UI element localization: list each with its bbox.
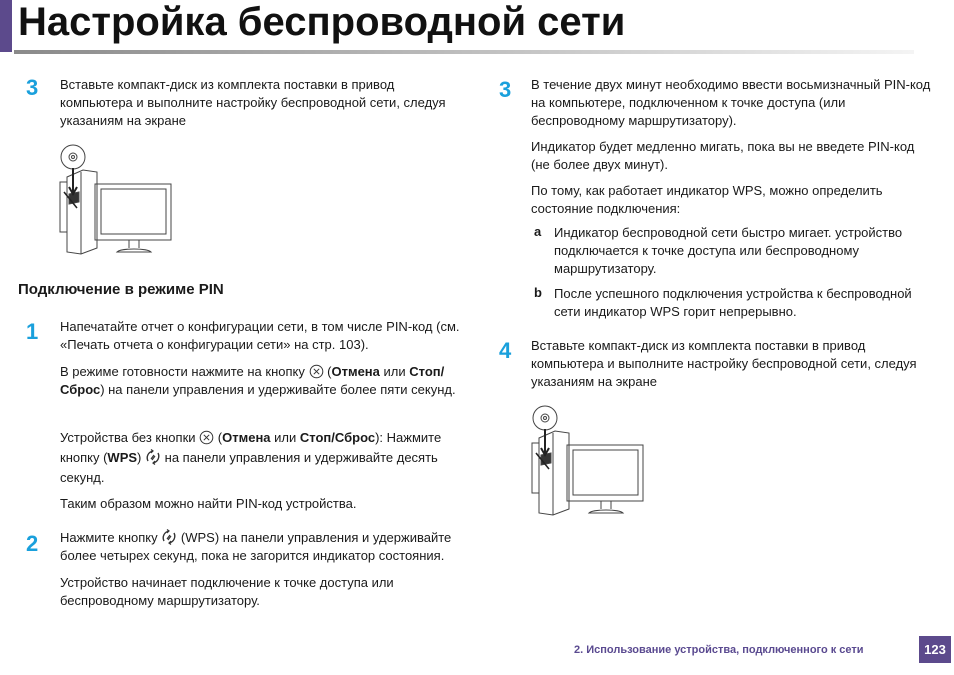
right-step-3-text-1: В течение двух минут необходимо ввести восьмизначный PIN-код на компьютере, подключенном к точке доступа (или беспроводному маршрутизатору). [531, 77, 931, 128]
left-step-1-text-2 [60, 363, 460, 399]
left-step-2-number: 2 [26, 531, 39, 556]
right-step-4-text: Вставьте компакт-диск из комплекта поставки в привод компьютера и выполните настройку беспроводной сети, следуя указаниям на экране [531, 338, 917, 389]
wps-icon [145, 449, 161, 465]
step1-p2-end: ) на панели управления и удерживайте более пяти секунд. [100, 382, 456, 397]
left-step-3-number: 3 [26, 75, 39, 100]
step1-p2-start: В режиме готовности нажмите на кнопку [60, 364, 305, 379]
right-step-3-text-3: По тому, как работает индикатор WPS, можно определить состояние подключения: [531, 183, 883, 216]
list-item-b-text: После успешного подключения устройства к беспроводной сети индикатор WPS горит непрерывно. [554, 286, 912, 319]
list-item-a-text: Индикатор беспроводной сети быстро мигает. устройство подключается к точке доступа или беспроводному маршрутизатору. [554, 225, 903, 276]
right-step-3-text-2: Индикатор будет медленно мигать, пока вы не введете PIN-код (не более двух минут). [531, 139, 915, 172]
left-step-1-text-3 [60, 428, 465, 488]
left-step-1-text-1: Напечатайте отчет о конфигурации сети, в том числе PIN-код (см. «Печать отчета о конфигурации сети» на стр. 103). [60, 319, 460, 352]
step1-p2-or: или [379, 364, 410, 379]
wps-icon [161, 529, 177, 545]
left-step-2-text-1 [60, 529, 470, 565]
left-step-2-text-2: Устройство начинает подключение к точке доступа или беспроводному маршрутизатору. [60, 575, 394, 608]
cancel-stop-icon [309, 364, 324, 379]
step1-p3-stop-label: Стоп/Сброс [299, 430, 376, 445]
left-step-1-number: 1 [26, 319, 39, 344]
list-item-a-letter: a [534, 224, 542, 239]
step1-p2-stop-label: Стоп/Сброс [60, 364, 445, 397]
page-number: 123 [919, 636, 951, 663]
header-accent-bar [0, 0, 12, 52]
step2-p1-start: Нажмите кнопку [60, 530, 158, 545]
step1-p3-end: на панели управления и удерживайте десять секунд. [60, 450, 438, 485]
step1-p3-close: ) [137, 450, 142, 465]
step1-p2-cancel-label: Отмена [331, 364, 380, 379]
title-divider [14, 50, 914, 54]
step1-p3-paren: ( [217, 430, 223, 445]
step2-p1-end: (WPS) на панели управления и удерживайте более четырех секунд, пока не загорится индикатор состояния. [60, 530, 452, 563]
cd-computer-illustration [527, 403, 657, 521]
page-title: Настройка беспроводной сети [18, 0, 626, 44]
step1-p3-cancel-label: Отмена [222, 430, 271, 445]
step1-p3-start: Устройства без кнопки [60, 430, 196, 445]
footer-section-link[interactable]: 2. Использование устройства, подключенного к сети [574, 644, 864, 656]
pin-mode-heading: Подключение в режиме PIN [18, 281, 224, 298]
step1-p3-or: или [270, 430, 300, 445]
cd-computer-illustration [55, 142, 185, 260]
cancel-stop-icon [199, 430, 214, 445]
right-step-4-number: 4 [499, 338, 512, 363]
right-step-3-number: 3 [499, 77, 512, 102]
step1-p3-wps-label: WPS [107, 450, 138, 465]
step1-p2-paren: ( [327, 364, 332, 379]
left-step-3-text: Вставьте компакт-диск из комплекта поставки в привод компьютера и выполните настройку беспроводной сети, следуя указаниям на экране [60, 77, 446, 128]
list-item-b-letter: b [534, 285, 542, 300]
step1-p3-mid: ): Нажмите кнопку ( [60, 430, 442, 465]
left-step-1-text-4: Таким образом можно найти PIN-код устройства. [60, 496, 357, 511]
